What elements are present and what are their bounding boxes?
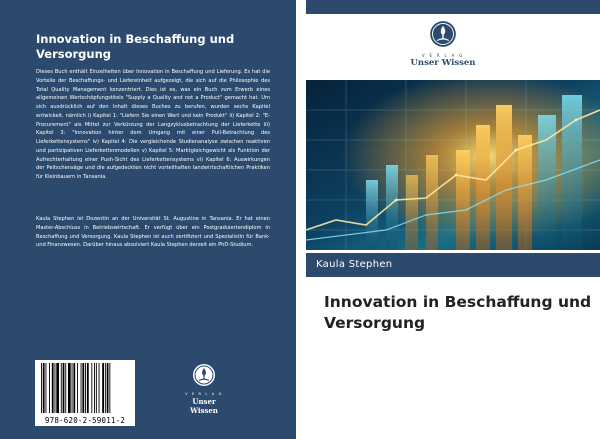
barcode-bar: [73, 363, 75, 413]
barcode-bar: [102, 363, 104, 413]
publisher-verlag-label: V E R L A G: [421, 53, 465, 58]
barcode-bar: [56, 363, 59, 413]
front-publisher-logo: [408, 20, 478, 72]
barcode-bar: [68, 363, 71, 413]
barcode-bar: [52, 363, 54, 413]
barcode-bar: [96, 363, 97, 413]
back-cover-title: Innovation in Beschaffung und Versorgung: [36, 32, 235, 61]
barcode-bar: [82, 363, 84, 413]
barcode-bar: [46, 363, 47, 413]
barcode-bar: [99, 363, 100, 413]
author-name: Kaula Stephen: [316, 259, 393, 270]
barcode-bar: [94, 363, 95, 413]
abstract-chart-artwork: [306, 80, 600, 250]
barcode-bar: [49, 363, 50, 413]
publisher-logo-icon: [192, 363, 216, 387]
book-title: Innovation in Beschaffung und Versorgung: [324, 293, 592, 332]
cover-artwork: [306, 80, 600, 250]
barcode-bar: [72, 363, 73, 413]
barcode-icon: [39, 363, 131, 415]
top-color-bar: [306, 0, 600, 14]
barcode-bar: [61, 363, 62, 413]
publisher-name: Unser Wissen: [190, 397, 218, 415]
barcode-bar: [55, 363, 56, 413]
barcode-bar: [41, 363, 42, 413]
barcode-bar: [65, 363, 66, 413]
barcode-bar: [91, 363, 92, 413]
back-cover: [0, 0, 296, 439]
barcode-bar: [77, 363, 78, 413]
author-biography: Kaula Stephen ist Dozentin an der Universität St. Augustine in Tansania. Er hat einen Master-Abschluss in Betriebswirtschaft. Er verfügt über ein Postgraduiertendiplom in Beschaffung und Versorgung. Kaula Stephen ist auch zertifiziert und Spezialistin für Bank- und Finanzwesen. Darüber hinaus absolviert Kaula Stephen derzeit ein PhD-Studium.: [36, 216, 270, 249]
barcode-bar: [87, 363, 89, 413]
publisher-name: Unser Wissen: [410, 58, 476, 68]
barcode-bar: [85, 363, 86, 413]
author-bar: [306, 253, 600, 277]
barcode-bar: [105, 363, 106, 413]
barcode-bar: [109, 363, 110, 413]
isbn-number: 978-620-2-59011-2: [44, 416, 126, 425]
barcode-bar: [43, 363, 45, 413]
barcode: [35, 360, 135, 426]
back-cover-description: Dieses Buch enthält Einzelheiten über Innovation in Beschaffung und Lieferung. Es hat die Vorteile der Beschaffungs- und Liefereinheit aufgezeigt, die sich auf die Philosophie des Total Quality Management konzentriert. Dies ist es, was ein Buch zum Erwerb eines allgemeinen Wertschöpfungstitels "Supply a Quality and not a Product" gemacht hat. Um sich ausdrücklich auf den Inhalt dieses Buches zu berufen, wurden sechs Kapitel entwickelt, nämlich i) Kapitel 1: "Liefern Sie einen Wert und kein Produkt" ii) Kapitel 2: "E-Procurement" als Mittel zur Verkürzung der Langzyklusbetrachtung der Lieferkette iii) Kapitel 3: "Innovation hinter dem Umgang mit einer Pull-Betrachtung des Lieferkettensystems" iv) Kapitel 4: Die vergleichende Studienanalyse zwischen reaktiven und partizipativen Lieferkettenmodellen v) Kapitel 5: Marktgleichgewicht als Funktion der Aufrechterhaltung einer Push-Sicht des Lieferkettensystems vi) Kapitel 6: Auswirkungen der Peitschensäge und die aufgedeckten nicht vorteilhaften landwirtschaftlichen Praktiken für Kleinbauern in Tansania.: [36, 69, 270, 180]
barcode-bar: [107, 363, 109, 413]
barcode-bar: [81, 363, 82, 413]
publisher-logo-icon: [429, 20, 457, 48]
publisher-verlag-label: V E R L A G: [185, 392, 223, 396]
front-cover: [296, 0, 600, 439]
back-publisher-logo: [178, 363, 230, 415]
barcode-bar: [63, 363, 65, 413]
